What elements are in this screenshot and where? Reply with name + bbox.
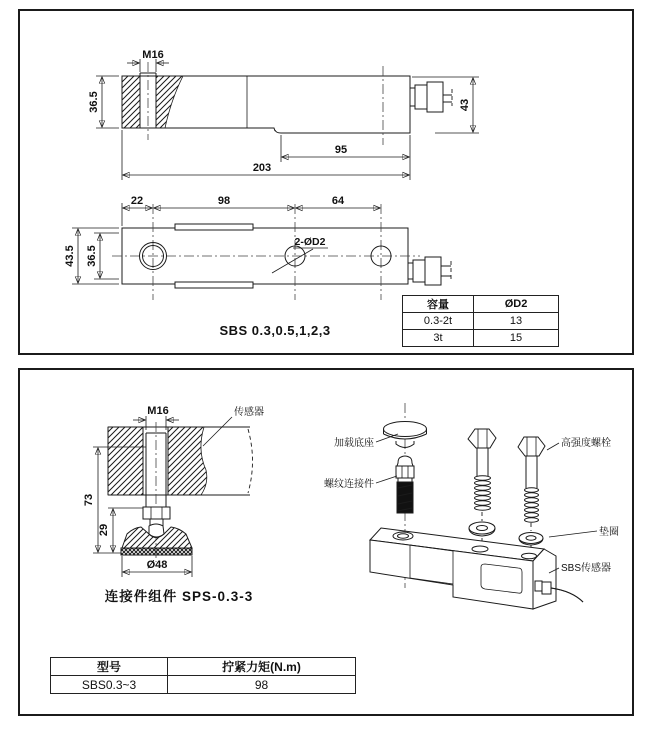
header-model: 型号 (51, 658, 168, 676)
cover-strip-top (175, 224, 253, 230)
sbs-sensor-block (370, 528, 583, 609)
dim-73: 73 (83, 493, 95, 507)
cell-capacity: 3t (403, 330, 474, 347)
cable-gland (408, 257, 451, 285)
header-torque: 拧紧力矩(N.m) (168, 658, 356, 676)
label-threaded-connector: 螺纹连接件 (324, 479, 374, 490)
dim-22: 22 (130, 195, 144, 207)
label-bolt: 高强度螺栓 (561, 438, 611, 449)
dim-64: 64 (331, 195, 345, 207)
dim-43: 43 (459, 98, 471, 112)
dim-36-5-plan: 36.5 (86, 245, 98, 267)
dim-43-5: 43.5 (64, 245, 76, 267)
mount-section-view (83, 405, 264, 577)
sensor-label: 传感器 (234, 407, 264, 418)
foot-pad (121, 548, 192, 555)
panel-mounting-views (18, 368, 634, 716)
dim-36-5: 36.5 (88, 91, 100, 113)
label-load-base: 加载底座 (334, 438, 374, 449)
table-header-row (403, 296, 559, 313)
hole-note: 2-ØD2 (294, 236, 326, 248)
threaded-connector (396, 456, 414, 513)
hatch-right (168, 427, 207, 495)
dim-95: 95 (334, 144, 348, 156)
mount-title: 连接件组件 SPS-0.3-3 (104, 589, 254, 604)
leader-line (376, 476, 397, 483)
torque-table (50, 657, 356, 694)
plan-view (64, 195, 451, 300)
dim-m16: M16 (142, 49, 164, 61)
side-view (88, 49, 479, 180)
cover-strip-bottom (175, 282, 253, 288)
label-washer: 垫圈 (599, 527, 619, 538)
hatch-right (156, 76, 183, 128)
capacity-table (402, 295, 559, 347)
cable-gland (410, 82, 452, 112)
cell-d2: 13 (474, 313, 559, 330)
hex-bolt (518, 437, 545, 531)
leader-line (549, 531, 597, 537)
header-d2: ØD2 (474, 296, 559, 313)
dim-m16: M16 (147, 405, 169, 417)
table-row (403, 330, 559, 347)
cell-capacity: 0.3-2t (403, 313, 474, 330)
label-sbs-sensor: SBS传感器 (561, 563, 612, 574)
dim-29: 29 (98, 523, 110, 537)
header-capacity: 容量 (403, 296, 474, 313)
table-row (51, 676, 356, 694)
leader-line (203, 417, 232, 446)
cell-torque: 98 (168, 676, 356, 694)
lock-nut (143, 507, 170, 519)
cell-model: SBS0.3~3 (51, 676, 168, 694)
dim-203: 203 (252, 162, 272, 174)
hatch-left (122, 76, 140, 128)
dim-d48: Ø48 (146, 559, 168, 571)
ball-end (149, 524, 164, 537)
leader-line (547, 443, 559, 450)
exploded-view (324, 403, 619, 609)
model-label: SBS 0.3,0.5,1,2,3 (219, 323, 331, 338)
hatch-left (108, 427, 143, 495)
table-header-row (51, 658, 356, 676)
cell-d2: 15 (474, 330, 559, 347)
panel-dimension-views (18, 9, 634, 355)
hex-bolt (468, 429, 496, 521)
dim-98: 98 (217, 195, 231, 207)
break-line (248, 429, 253, 493)
table-row (403, 313, 559, 330)
